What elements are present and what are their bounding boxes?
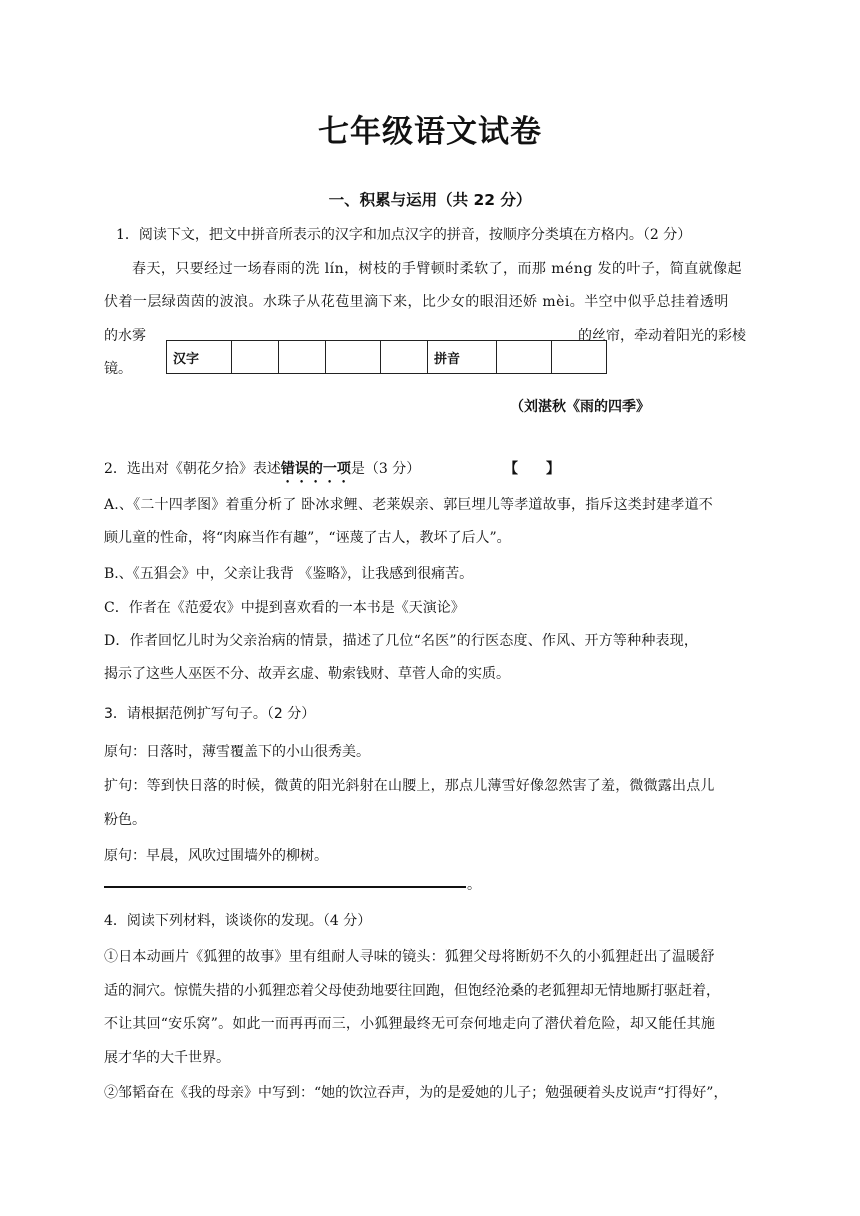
grid-label-pinyin: 拼音 (428, 341, 497, 374)
q2-option-b: B.、《五猖会》中，父亲让我背 《鉴略》，让我感到很痛苦。 (104, 566, 474, 582)
grid-cell[interactable] (279, 341, 326, 374)
q2-stem-c: 是（3 分） (350, 461, 421, 477)
q1-source: （刘湛秋《雨的四季》 (510, 399, 650, 415)
q4-material-1-line-1: ①日本动画片《狐狸的故事》里有组耐人寻味的镜头：狐狸父母将断奶不久的小狐狸赶出了温暖舒 (104, 949, 715, 965)
q3-expanded-line-1: 扩句：等到快日落的时候，微黄的阳光斜射在山腰上，那点儿薄雪好像忽然害了羞，微微露出点儿 (104, 778, 715, 794)
q2-stem (104, 458, 420, 486)
q4-material-1-line-3: 不让其回“安乐窝”。如此一而再再而三，小狐狸最终无可奈何地走向了潜伏着危险，却又能任其施 (104, 1016, 716, 1032)
q1-passage-line-4: 镜。 (104, 361, 132, 377)
q2-option-a-line-1: A.、《二十四孝图》着重分析了 卧冰求鲤、老莱娱亲、郭巨埋儿等孝道故事，指斥这类封建孝道不 (104, 497, 714, 513)
section-heading: 一、积累与运用（共 22 分） (328, 191, 532, 209)
q1-passage-line-1: 春天，只要经过一场春雨的洗 lín，树枝的手臂顿时柔软了，而那 méng 发的叶子，简直就像起 (132, 261, 743, 277)
q2-option-d-line-1: D．作者回忆儿时为父亲治病的情景，描述了几位“名医”的行医态度、作风、开方等种种表现， (104, 633, 699, 649)
q2-option-d-line-2: 揭示了这些人巫医不分、故弄玄虚、勒索钱财、草菅人命的实质。 (104, 666, 510, 682)
q3-original-1: 原句：日落时，薄雪覆盖下的小山很秀美。 (104, 744, 370, 760)
grid-cell[interactable] (497, 341, 552, 374)
grid-cell[interactable] (381, 341, 428, 374)
q1-passage-line-3-right: 的丝帘，牵动着阳光的彩棱 (578, 328, 746, 344)
q1-stem: 1．阅读下文，把文中拼音所表示的汉字和加点汉字的拼音，按顺序分类填在方格内。（2 分） (116, 227, 692, 243)
page-title: 七年级语文试卷 (318, 114, 542, 150)
q1-passage-line-3-left: 的水雾 (104, 328, 146, 344)
grid-label-hanzi: 汉字 (167, 341, 232, 374)
grid-cell[interactable] (232, 341, 279, 374)
q3-expanded-line-2: 粉色。 (104, 812, 146, 828)
q2-stem-a: 2．选出对《朝花夕拾》表述 (104, 461, 281, 477)
q4-material-1-line-2: 适的洞穴。惊慌失措的小狐狸恋着父母使劲地要往回跑，但饱经沧桑的老狐狸却无情地厮打驱赶着， (104, 983, 720, 999)
q2-option-c: C．作者在《范爱农》中提到喜欢看的一本书是《天演论》 (104, 600, 465, 616)
q4-stem: 4．阅读下列材料，谈谈你的发现。（4 分） (104, 913, 372, 929)
q4-material-1-line-4: 展才华的大千世界。 (104, 1050, 230, 1066)
answer-bracket: 【 】 (504, 461, 560, 477)
q3-end-mark: 。 (467, 877, 481, 893)
q4-material-2-line-1: ②邹韬奋在《我的母亲》中写到：“她的饮泣吞声，为的是爱她的儿子；勉强硬着头皮说声“打得好”， (104, 1085, 728, 1101)
q1-passage-line-2: 伏着一层绿茵茵的波浪。水珠子从花苞里滴下来，比少女的眼泪还娇 mèi。半空中似乎总挂着透明 (104, 294, 729, 310)
q3-original-2: 原句：早晨，风吹过围墙外的柳树。 (104, 848, 328, 864)
answer-grid (166, 340, 607, 374)
q3-answer-blank[interactable] (104, 886, 466, 888)
grid-cell[interactable] (326, 341, 381, 374)
q2-stem-emphasis: 错误的一项 (280, 461, 351, 477)
grid-cell[interactable] (552, 341, 607, 374)
q2-option-a-line-2: 顾儿童的性命，将“肉麻当作有趣”，“诬蔑了古人，教坏了后人”。 (104, 530, 511, 546)
q3-stem: 3．请根据范例扩写句子。（2 分） (104, 706, 316, 722)
